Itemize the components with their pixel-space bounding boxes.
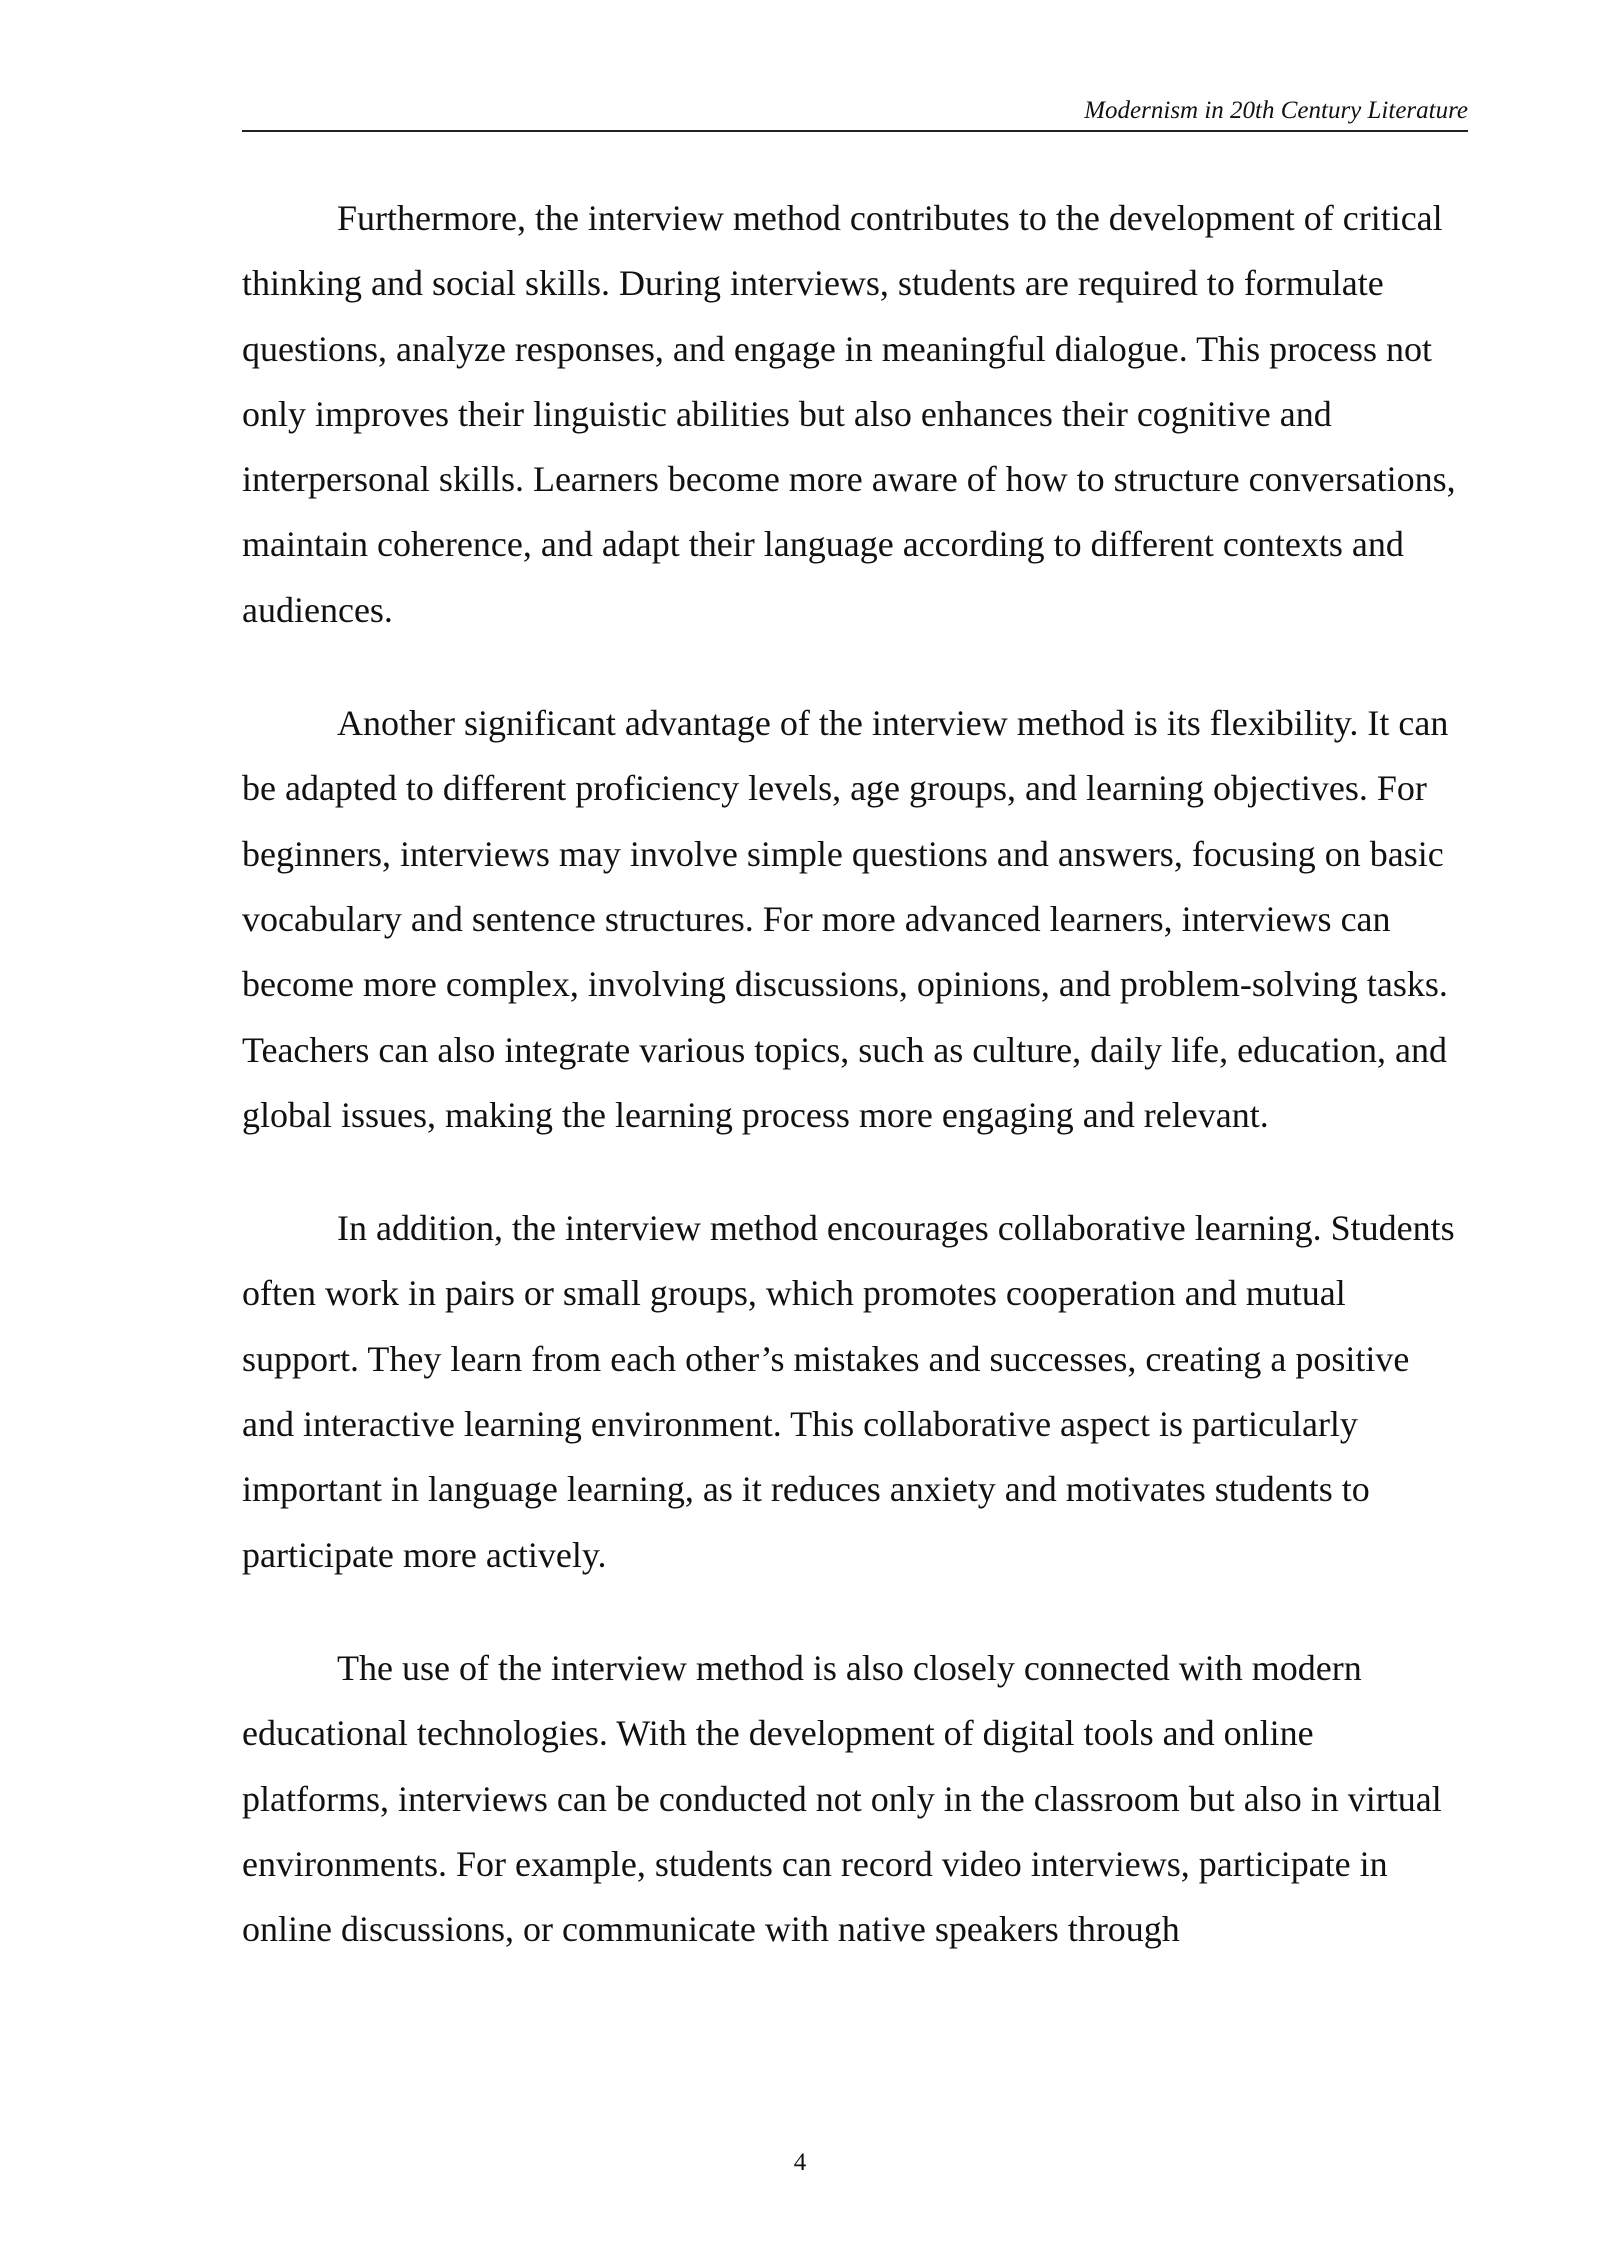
paragraph: Another significant advantage of the interview method is its flexibility. It can be adapted to different proficiency levels, age groups, and learning objectives. For beginners, interviews may involve simple questions and answers, focusing on basic vocabulary and sentence structures. For more advanced learners, interviews can become more complex, involving discussions, opinions, and problem-solving tasks. Teachers can also integrate various topics, such as culture, daily life, education, and global issues, making the learning process more engaging and relevant. — [242, 703, 1449, 1135]
body-text — [242, 186, 1468, 2010]
running-header — [242, 92, 1468, 132]
paragraph: The use of the interview method is also closely connected with modern educational technologies. With the development of digital tools and online platforms, interviews can be conducted not only in the classroom but also in virtual environments. For example, students can record video interviews, participate in online discussions, or communicate with native speakers through — [242, 1647, 1442, 1950]
paragraph: In addition, the interview method encourages collaborative learning. Students often work in pairs or small groups, which promotes cooperation and mutual support. They learn from each other’s mistakes and successes, creating a positive and interactive learning environment. This collaborative aspect is particularly important in language learning, as it reduces anxiety and motivates students to participate more actively. — [242, 1208, 1455, 1575]
page-number: 4 — [793, 2149, 807, 2176]
running-header-title: Modernism in 20th Century Literature — [1084, 97, 1468, 124]
paragraph: Furthermore, the interview method contributes to the development of critical thinking and social skills. During interviews, students are required to formulate questions, analyze responses, and engage in meaningful dialogue. This process not only improves their linguistic abilities but also enhances their cognitive and interpersonal skills. Learners become more aware of how to structure conversations, maintain coherence, and adapt their language according to different contexts and audiences. — [242, 198, 1456, 630]
